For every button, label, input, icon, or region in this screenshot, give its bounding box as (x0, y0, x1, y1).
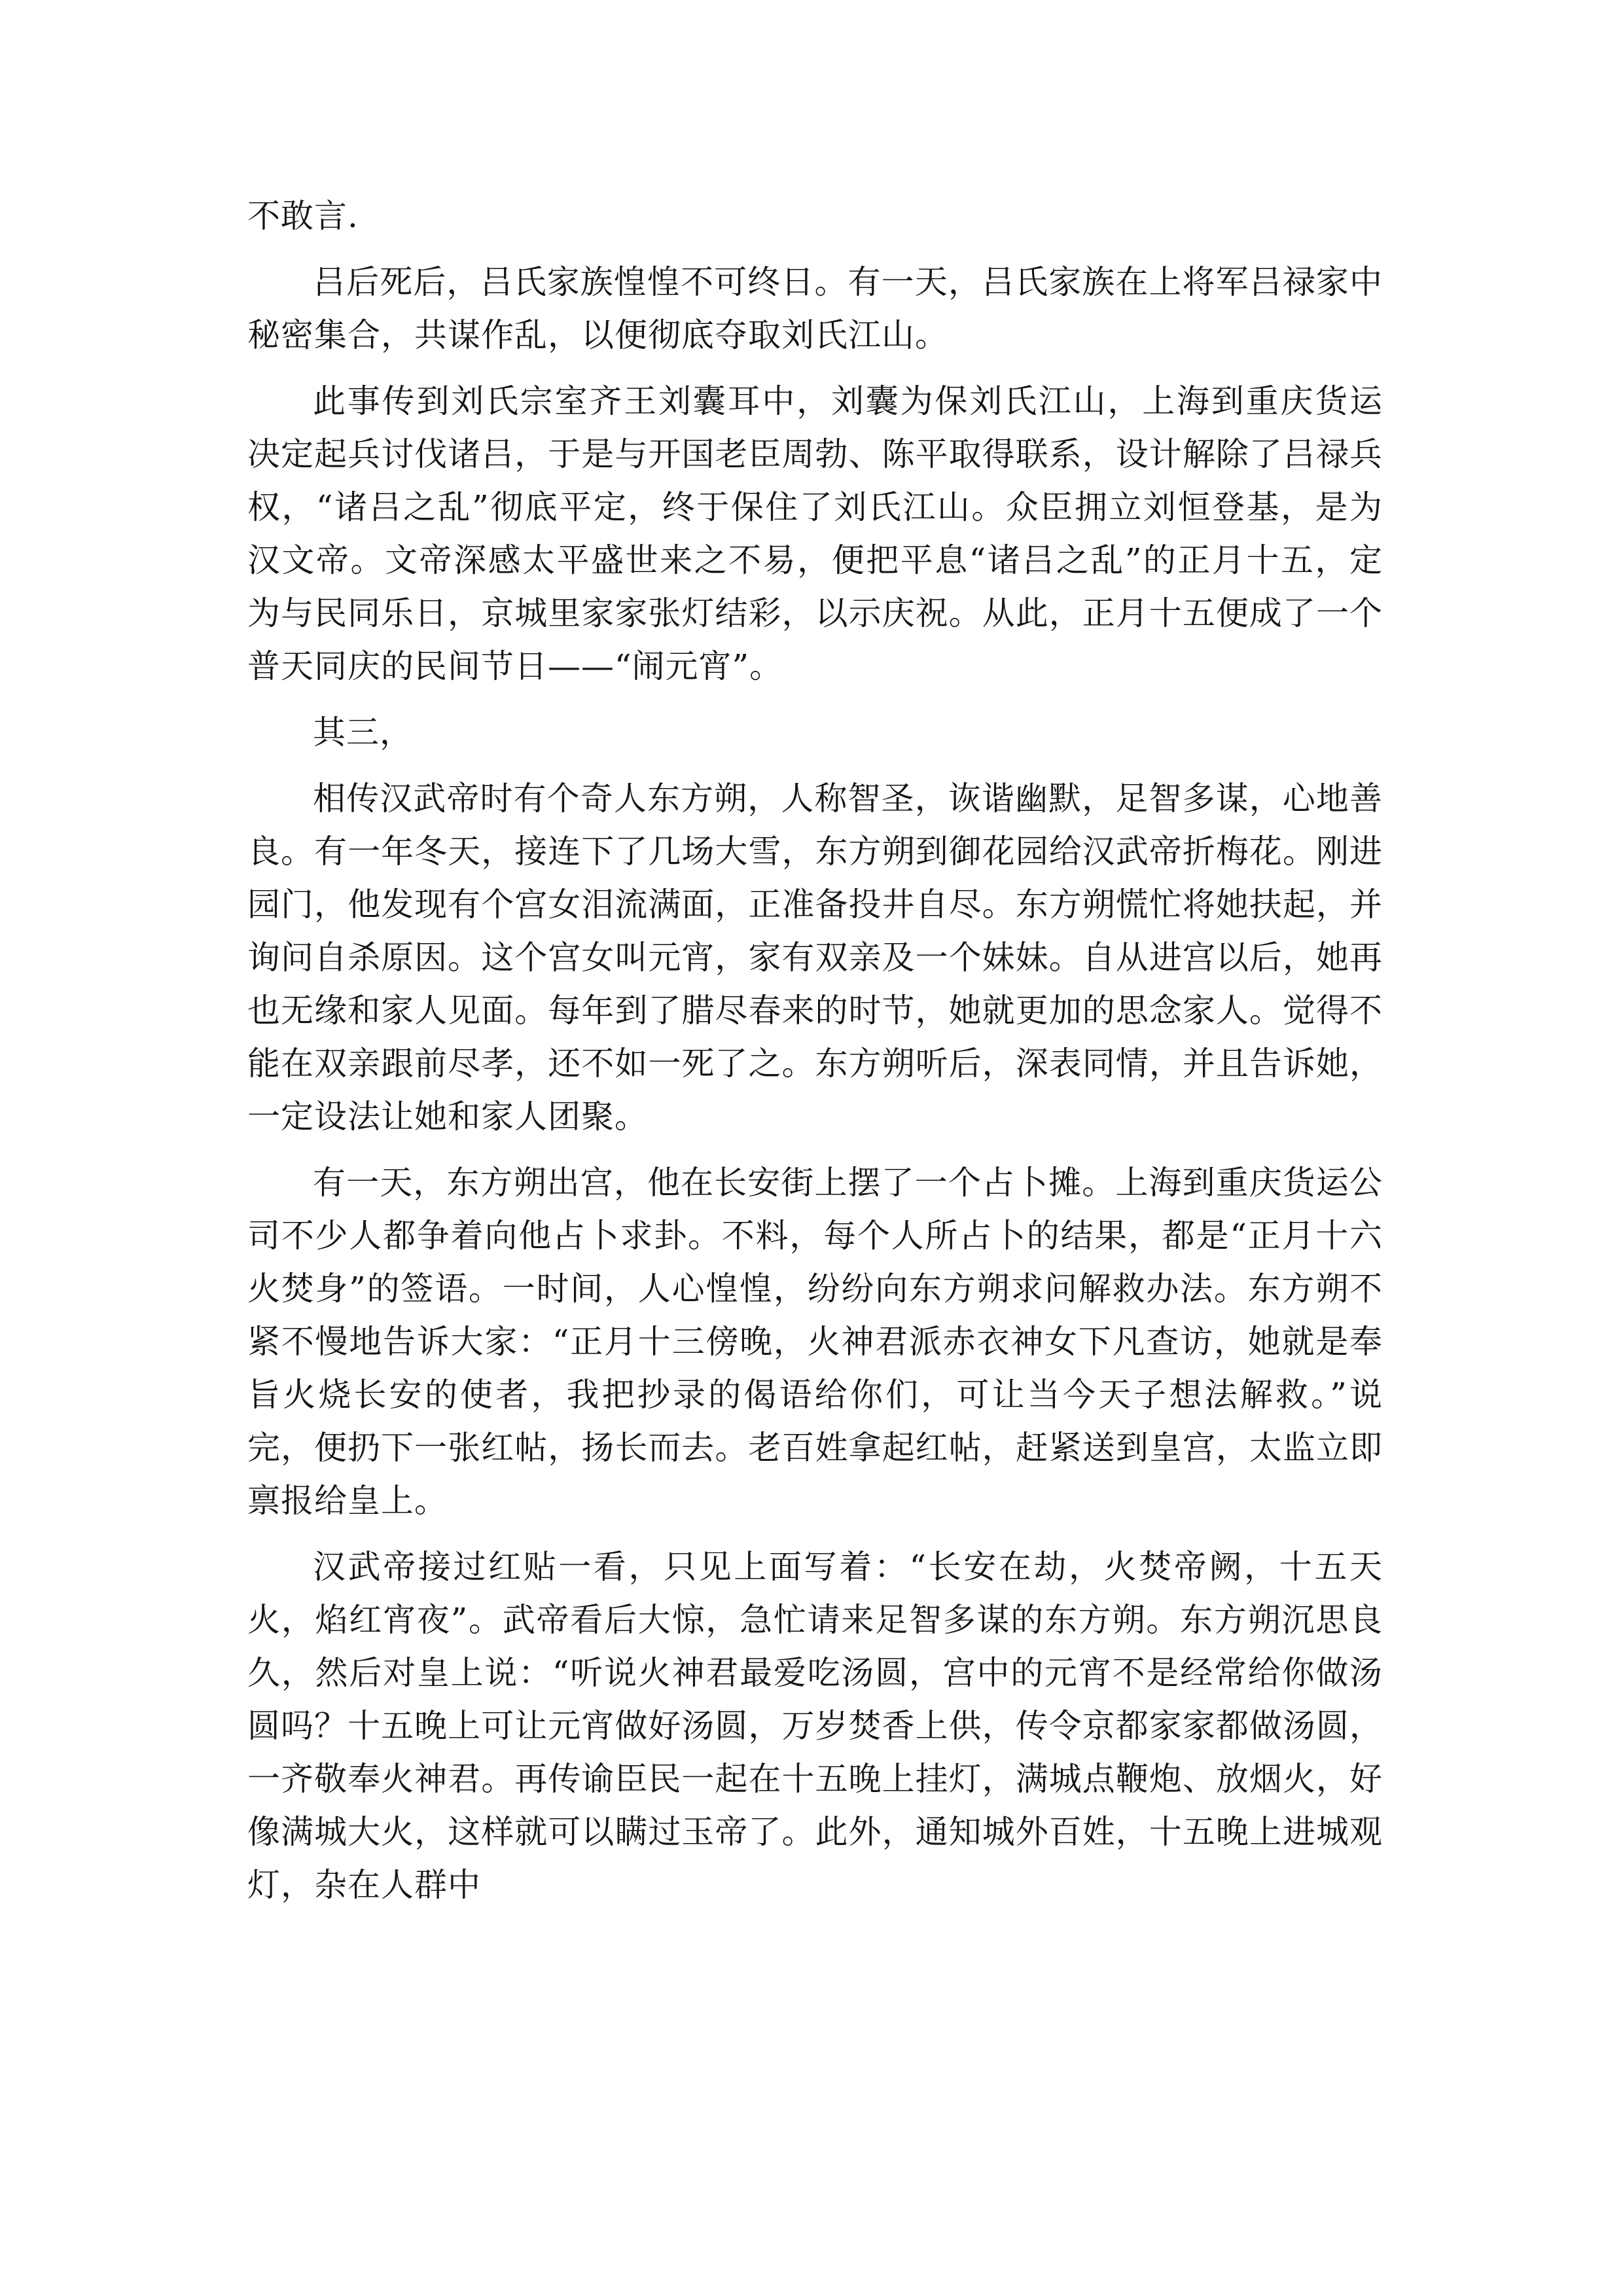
document-body (247, 190, 1383, 1925)
paragraph: 汉武帝接过红贴一看，只见上面写着：“长安在劫，火焚帝阙，十五天火，焰红宵夜”。武帝看后大惊，急忙请来足智多谋的东方朔。东方朔沉思良久，然后对皇上说：“听说火神君最爱吃汤圆，宫中的元宵不是经常给你做汤圆吗？十五晚上可让元宵做好汤圆，万岁焚香上供，传令京都家家都做汤圆，一齐敬奉火神君。再传谕臣民一起在十五晚上挂灯，满城点鞭炮、放烟火，好像满城大火，这样就可以瞒过玉帝了。此外，通知城外百姓，十五晚上进城观灯，杂在人群中 (247, 1548, 1383, 1904)
paragraph: 不敢言. (247, 197, 359, 235)
paragraph: 此事传到刘氏宗室齐王刘囊耳中，刘囊为保刘氏江山，上海到重庆货运 决定起兵讨伐诸吕，于是与开国老臣周勃、陈平取得联系，设计解除了吕禄兵权，“诸吕之乱”彻底平定，终于保住了刘氏江山。众臣拥立刘恒登基，是为汉文帝。文帝深感太平盛世来之不易，便把平息“诸吕之乱”的正月十五，定为与民同乐日，京城里家家张灯结彩，以示庆祝。从此，正月十五便成了一个普天同庆的民间节日——“闹元宵”。 (247, 382, 1383, 685)
paragraph: 吕后死后，吕氏家族惶惶不可终日。有一天，吕氏家族在上将军吕禄家中秘密集合，共谋作乱，以便彻底夺取刘氏江山。 (247, 263, 1383, 354)
paragraph: 其三， (313, 713, 413, 751)
paragraph: 有一天，东方朔出宫，他在长安街上摆了一个占卜摊。上海到重庆货运公司不少人都争着向他占卜求卦。不料，每个人所占卜的结果，都是“正月十六火焚身”的签语。一时间，人心惶惶，纷纷向东方朔求问解救办法。东方朔不紧不慢地告诉大家：“正月十三傍晚，火神君派赤衣神女下凡查访，她就是奉旨火烧长安的使者，我把抄录的偈语给你们，可让当今天子想法解救。”说完，便扔下一张红帖，扬长而去。老百姓拿起红帖，赶紧送到皇宫，太监立即禀报给皇上。 (247, 1164, 1383, 1520)
paragraph: 相传汉武帝时有个奇人东方朔，人称智圣，诙谐幽默，足智多谋，心地善良。有一年冬天，接连下了几场大雪，东方朔到御花园给汉武帝折梅花。刚进园门，他发现有个宫女泪流满面，正准备投井自尽。东方朔慌忙将她扶起，并询问自杀原因。这个宫女叫元宵，家有双亲及一个妹妹。自从进宫以后，她再也无缘和家人见面。每年到了腊尽春来的时节，她就更加的思念家人。觉得不能在双亲跟前尽孝，还不如一死了之。东方朔听后，深表同情，并且告诉她，一定设法让她和家人团聚。 (247, 780, 1383, 1136)
